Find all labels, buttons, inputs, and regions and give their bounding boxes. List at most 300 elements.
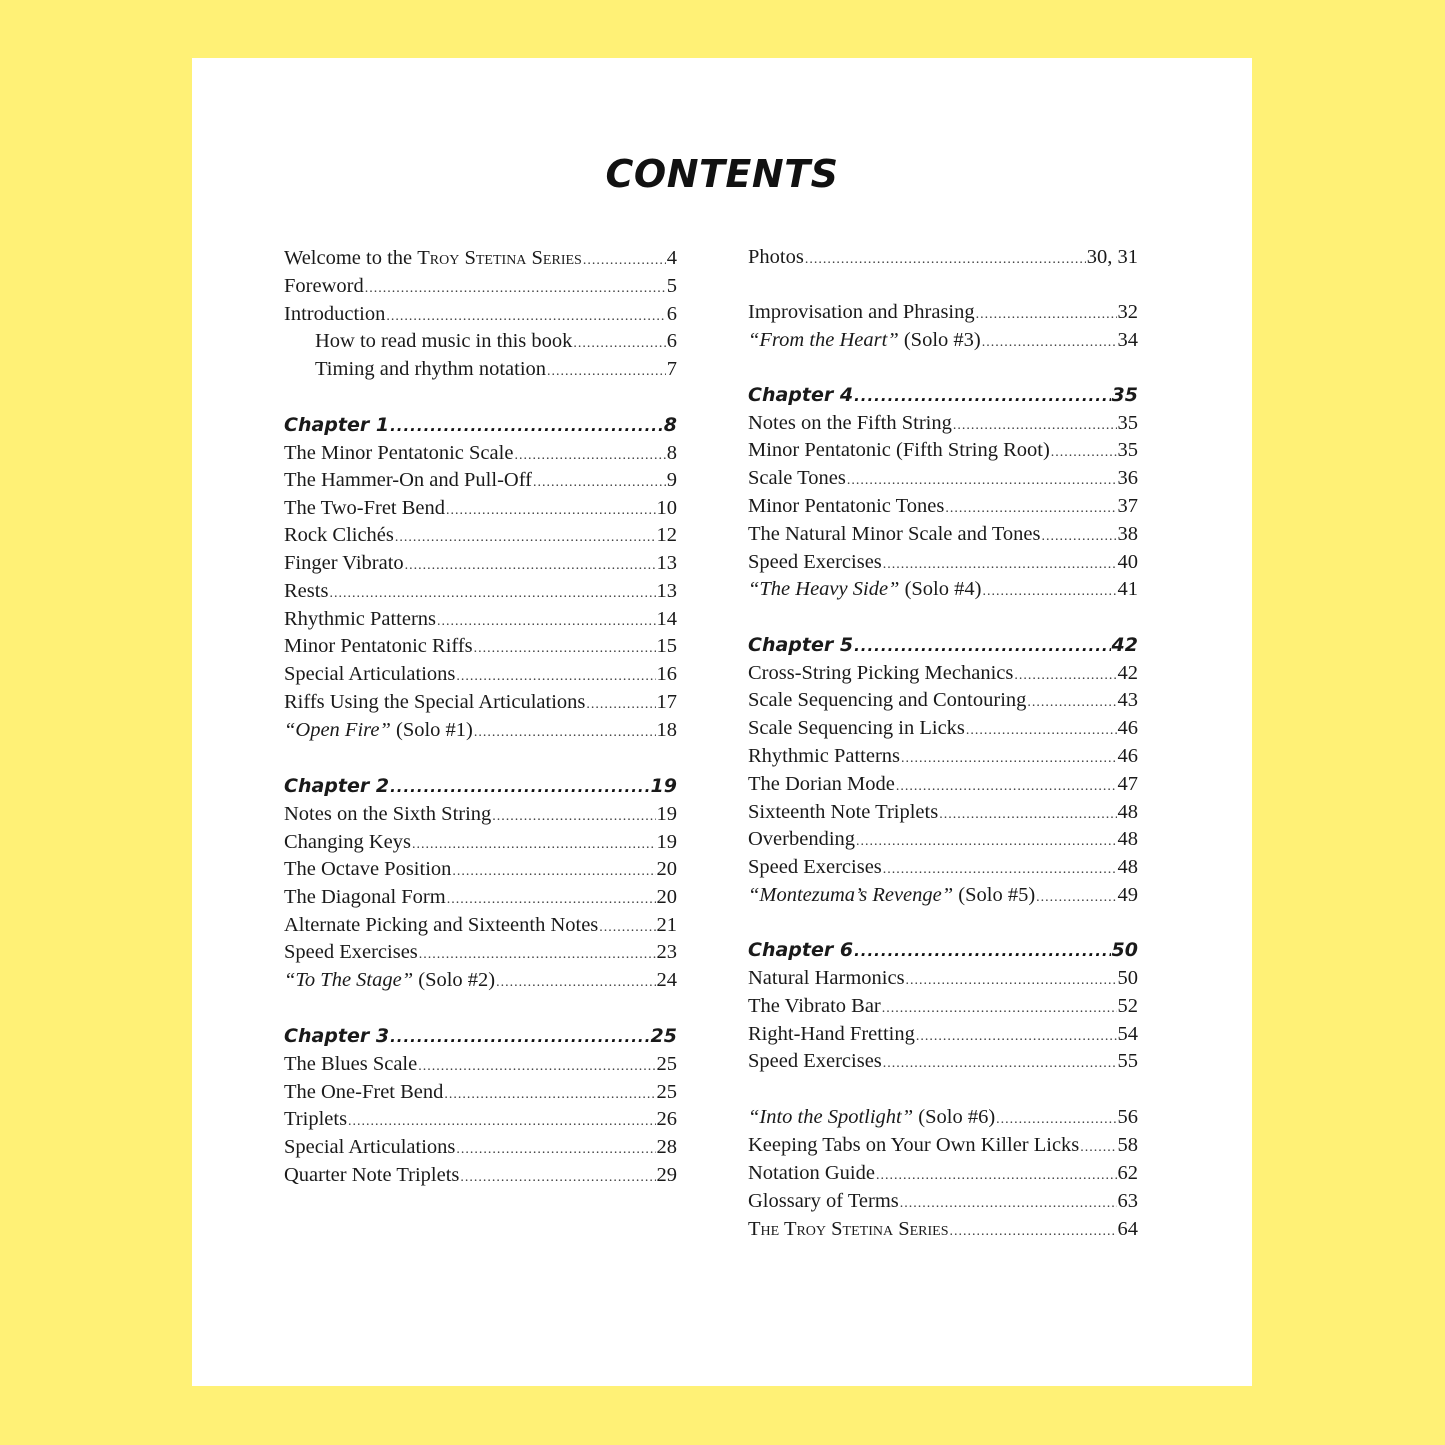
page-number: 24 [656,969,677,991]
dot-leader [586,691,655,719]
toc-entry-title [748,1103,995,1131]
toc-entry-title [748,326,981,354]
toc-entry [748,881,1138,909]
solo-title: “From the Heart” [748,329,899,351]
entry-text: How to read music in this book [315,330,573,352]
toc-entry [748,798,1138,826]
dot-leader [876,1162,1117,1190]
entry-text: Notes on the Sixth String [284,803,492,825]
toc-entry [284,1050,677,1078]
entry-text: Quarter Note Triplets [284,1164,460,1186]
dot-leader [883,1050,1117,1078]
toc-entry [284,828,677,856]
toc-entry [284,716,677,744]
toc-entry-title [284,855,451,883]
entry-text: Chapter 1 [284,414,390,436]
toc-entry [748,770,1138,798]
page-number: 15 [656,635,677,657]
page-number: 34 [1117,329,1138,351]
dot-leader [805,246,1086,274]
entry-text: Speed Exercises [748,551,882,573]
entry-text: Alternate Picking and Sixteenth Notes [284,914,599,936]
toc-entry [748,992,1138,1020]
toc-entry [748,686,1138,714]
page-number: 48 [1117,856,1138,878]
entry-text: Finger Vibrato [284,552,404,574]
dot-leader [456,1136,655,1164]
toc-entry-title [284,1078,443,1106]
toc-entry [748,409,1138,437]
toc-entry-title [748,409,952,437]
entry-text: Right-Hand Fretting [748,1023,915,1045]
page-number: 56 [1117,1106,1138,1128]
entry-text: Natural Harmonics [748,967,905,989]
toc-entry [748,548,1138,576]
page-number: 54 [1117,1023,1138,1045]
page-number: 25 [650,1025,677,1047]
entry-text: Rests [284,580,329,602]
toc-chapter-heading [284,772,677,800]
entry-text: The Minor Pentatonic Scale [284,442,514,464]
dot-leader [1051,439,1117,467]
dot-leader [390,412,663,440]
toc-entry [284,272,677,300]
toc-entry-title [284,577,328,605]
toc-entry-title [284,494,445,522]
page-number: 14 [656,608,677,630]
entry-text: The One-Fret Bend [284,1081,444,1103]
dot-leader [950,1218,1117,1246]
toc-entry-title [284,828,411,856]
dot-leader [906,967,1117,995]
solo-title: “To The Stage” [284,969,414,991]
dot-leader [452,858,655,886]
toc-entry [748,659,1138,687]
toc-entry-title [284,411,389,439]
toc-entry-title [748,686,1026,714]
dot-leader [348,1108,655,1136]
dot-leader [900,1190,1117,1218]
toc-entry-title [284,1050,417,1078]
page-number: 64 [1117,1218,1138,1240]
toc-entry-title [748,714,965,742]
dot-leader [365,275,666,303]
toc-entry-title [284,605,436,633]
toc-entry-title [284,716,473,744]
toc-entry-title [284,1161,459,1189]
toc-entry [284,938,677,966]
page-number: 40 [1117,551,1138,573]
entry-text: Welcome to the [284,247,418,269]
dot-leader [982,329,1117,357]
dot-leader [395,524,656,552]
page-number: 63 [1117,1190,1138,1212]
dot-leader [882,995,1117,1023]
dot-leader [418,1053,655,1081]
page-number: 35 [1117,412,1138,434]
toc-entry [748,326,1138,354]
page-number: 25 [656,1081,677,1103]
page-number: 58 [1117,1134,1138,1156]
entry-text: The Hammer-On and Pull-Off [284,469,532,491]
page-number: 48 [1117,828,1138,850]
dot-leader [329,580,655,608]
toc-entry-title [748,742,900,770]
toc-entry [284,883,677,911]
toc-entry-title [284,688,585,716]
toc-entry [748,825,1138,853]
page-number: 17 [656,691,677,713]
entry-text: (Solo #3) [898,329,981,351]
page-number: 21 [656,914,677,936]
entry-text: Speed Exercises [748,1050,882,1072]
page-number: 26 [656,1108,677,1130]
toc-entry-title [748,520,1041,548]
entry-text: Special Articulations [284,663,456,685]
toc-entry-title [748,631,853,659]
entry-text: Sixteenth Note Triplets [748,801,939,823]
toc-entry-title [748,464,846,492]
page-number: 32 [1117,301,1138,323]
entry-text: Riffs Using the Special Articulations [284,691,586,713]
page-number: 6 [666,303,677,325]
toc-entry-title [284,1105,347,1133]
page-number: 48 [1117,801,1138,823]
solo-title: “Into the Spotlight” [748,1106,914,1128]
toc-entry-title [748,936,853,964]
dot-leader [976,301,1117,329]
toc-entry [748,1103,1138,1131]
toc-entry-title [748,881,1035,909]
page-number: 42 [1111,634,1138,656]
dot-leader [460,1164,655,1192]
dot-leader [1027,689,1116,717]
page-number: 35 [1117,439,1138,461]
entry-text: The Blues Scale [284,1053,418,1075]
entry-text: Triplets [284,1108,348,1130]
toc-entry-title [748,770,895,798]
entry-text: Notation Guide [748,1162,875,1184]
page-number: 55 [1117,1050,1138,1072]
toc-entry-title [748,992,881,1020]
toc-entry [284,605,677,633]
toc-entry-title [748,1215,949,1243]
entry-text: Keeping Tabs on Your Own Killer Licks [748,1134,1080,1156]
page-number: 47 [1117,773,1138,795]
page-number: 23 [656,941,677,963]
toc-entry-title [284,244,582,272]
toc-entry [284,966,677,994]
toc-entry [284,521,677,549]
toc-entry [284,800,677,828]
toc-entry [284,327,677,355]
dot-leader [447,886,656,914]
page-number: 41 [1117,578,1138,600]
toc-entry-title [284,911,598,939]
toc-entry-title [284,272,364,300]
toc-entry-title [748,853,882,881]
toc-entry [284,1133,677,1161]
page-number: 37 [1117,495,1138,517]
page-number: 19 [656,803,677,825]
series-name: Troy Stetina Series [417,247,582,269]
entry-text: Scale Tones [748,467,846,489]
toc-entry-title [284,966,495,994]
toc-entry-title [284,800,491,828]
entry-text: (Solo #6) [913,1106,996,1128]
contents-page [192,58,1252,1386]
toc-entry-title [315,355,546,383]
dot-leader [1080,1134,1116,1162]
entry-text: Speed Exercises [748,856,882,878]
entry-text: Minor Pentatonic Riffs [284,635,473,657]
toc-entry [748,243,1138,271]
entry-text: Overbending [748,828,856,850]
toc-entry-title [284,938,418,966]
entry-text: Rock Clichés [284,524,394,546]
entry-text: Foreword [284,275,364,297]
toc-entry-title [748,798,938,826]
entry-text: Scale Sequencing and Contouring [748,689,1027,711]
toc-entry-title [284,466,532,494]
entry-text: (Solo #4) [899,578,982,600]
entry-text: Improvisation and Phrasing [748,301,975,323]
solo-title: “Open Fire” [284,719,391,741]
dot-leader [474,719,656,747]
toc-entry [748,1047,1138,1075]
entry-text: The Octave Position [284,858,452,880]
entry-text: (Solo #1) [390,719,473,741]
toc-entry [284,1105,677,1133]
toc-chapter-heading [748,381,1138,409]
entry-text: Changing Keys [284,831,411,853]
entry-text: Speed Exercises [284,941,418,963]
toc-entry [748,1020,1138,1048]
page-number: 7 [666,358,677,380]
dot-leader [405,552,656,580]
entry-text: The Vibrato Bar [748,995,881,1017]
page-number: 46 [1117,717,1138,739]
toc-entry [284,911,677,939]
toc-entry-title [284,521,394,549]
toc-entry [748,298,1138,326]
dot-leader [573,330,665,358]
dot-leader [945,495,1116,523]
entry-text: The Natural Minor Scale and Tones [748,523,1041,545]
dot-leader [419,941,656,969]
entry-text: Chapter 2 [284,775,390,797]
page-number: 28 [656,1136,677,1158]
toc-entry [748,964,1138,992]
dot-leader [996,1106,1116,1134]
dot-leader [583,247,666,275]
entry-text: Notes on the Fifth String [748,412,952,434]
dot-leader [390,1023,649,1051]
toc-entry-title [748,825,855,853]
page-number: 42 [1117,662,1138,684]
page-number: 5 [666,275,677,297]
toc-entry [748,575,1138,603]
page-number: 35 [1111,384,1138,406]
toc-entry [284,688,677,716]
toc-entry [748,436,1138,464]
dot-leader [1036,884,1116,912]
page-number: 13 [656,552,677,574]
dot-leader [533,469,666,497]
toc-entry [748,492,1138,520]
entry-text: Glossary of Terms [748,1190,899,1212]
entry-text: Photos [748,246,804,268]
dot-leader [966,717,1117,745]
toc-entry-title [284,772,389,800]
toc-entry-title [748,1047,882,1075]
entry-text: Cross-String Picking Mechanics [748,662,1014,684]
toc-entry-title [284,883,446,911]
dot-leader [496,969,655,997]
page-number: 8 [663,414,677,436]
toc-entry-title [748,1187,899,1215]
toc-entry [748,853,1138,881]
page-number: 29 [656,1164,677,1186]
entry-text: (Solo #5) [953,884,1036,906]
toc-entry [284,855,677,883]
toc-entry [748,1215,1138,1243]
toc-entry [284,466,677,494]
page-number: 10 [656,497,677,519]
toc-entry [748,520,1138,548]
page-number: 9 [666,469,677,491]
page-number: 16 [656,663,677,685]
toc-entry-title [748,1020,915,1048]
page-number: 20 [656,886,677,908]
toc-entry-title [284,1133,455,1161]
toc-entry [748,742,1138,770]
page-number: 46 [1117,745,1138,767]
entry-text: Special Articulations [284,1136,456,1158]
toc-entry [284,1161,677,1189]
dot-leader [456,663,655,691]
toc-entry [748,1131,1138,1159]
toc-entry [748,1159,1138,1187]
dot-leader [896,773,1117,801]
entry-text: Timing and rhythm notation [315,358,547,380]
page-title: CONTENTS [605,152,839,196]
toc-entry [748,714,1138,742]
dot-leader [547,358,666,386]
page-number: 62 [1117,1162,1138,1184]
toc-entry-title [748,298,975,326]
toc-entry [284,300,677,328]
series-name: The Troy Stetina Series [748,1218,949,1240]
page-number: 12 [656,524,677,546]
toc-chapter-heading [748,631,1138,659]
toc-entry [284,632,677,660]
dot-leader [854,382,1110,410]
entry-text: Chapter 4 [748,384,854,406]
page-number: 13 [656,580,677,602]
entry-text: Rhythmic Patterns [748,745,901,767]
toc-entry-title [748,575,981,603]
toc-entry-title [748,436,1050,464]
page-number: 43 [1117,689,1138,711]
toc-entry-title [748,964,905,992]
toc-entry-title [284,1022,389,1050]
toc-entry-title [284,439,513,467]
dot-leader [856,828,1116,856]
page-number: 36 [1117,467,1138,489]
entry-text: The Dorian Mode [748,773,895,795]
dot-leader [390,773,649,801]
toc-entry-title [284,549,404,577]
page-number: 20 [656,858,677,880]
toc-entry [284,1078,677,1106]
toc-chapter-heading [284,411,677,439]
page-number: 49 [1117,884,1138,906]
toc-entry [284,660,677,688]
toc-entry [284,494,677,522]
dot-leader [982,578,1116,606]
page-number: 19 [650,775,677,797]
entry-text: Chapter 6 [748,939,854,961]
dot-leader [847,467,1117,495]
toc-entry-title [284,632,473,660]
entry-text: Chapter 5 [748,634,854,656]
toc-entry-title [748,659,1013,687]
toc-entry-title [748,492,944,520]
page-number: 19 [656,831,677,853]
solo-title: “Montezuma’s Revenge” [748,884,954,906]
dot-leader [854,632,1110,660]
toc-entry [284,577,677,605]
toc-entry-title [748,1131,1079,1159]
entry-text: (Solo #2) [413,969,496,991]
toc-entry-title [748,381,853,409]
toc-entry [748,1187,1138,1215]
entry-text: Introduction [284,303,386,325]
dot-leader [901,745,1116,773]
dot-leader [1042,523,1117,551]
page-number: 50 [1111,939,1138,961]
entry-text: Minor Pentatonic Tones [748,495,945,517]
toc-entry [284,355,677,383]
entry-text: The Diagonal Form [284,886,446,908]
page-number: 38 [1117,523,1138,545]
toc-entry-title [315,327,572,355]
toc-entry [284,244,677,272]
toc-entry-title [284,300,385,328]
entry-text: Chapter 3 [284,1025,390,1047]
toc-entry-title [748,548,882,576]
page-number: 50 [1117,967,1138,989]
toc-entry-title [284,660,455,688]
entry-text: Minor Pentatonic (Fifth String Root) [748,439,1050,461]
page-number: 30, 31 [1086,246,1138,268]
dot-leader [854,937,1110,965]
dot-leader [474,635,656,663]
toc-entry [748,464,1138,492]
dot-leader [883,856,1117,884]
page-number: 25 [656,1053,677,1075]
entry-text: Rhythmic Patterns [284,608,437,630]
toc-entry [284,549,677,577]
page-number: 52 [1117,995,1138,1017]
page-number: 18 [656,719,677,741]
page-number: 6 [666,330,677,352]
toc-entry-title [748,1159,875,1187]
toc-entry-title [748,243,804,271]
toc-chapter-heading [748,936,1138,964]
entry-text: Scale Sequencing in Licks [748,717,965,739]
